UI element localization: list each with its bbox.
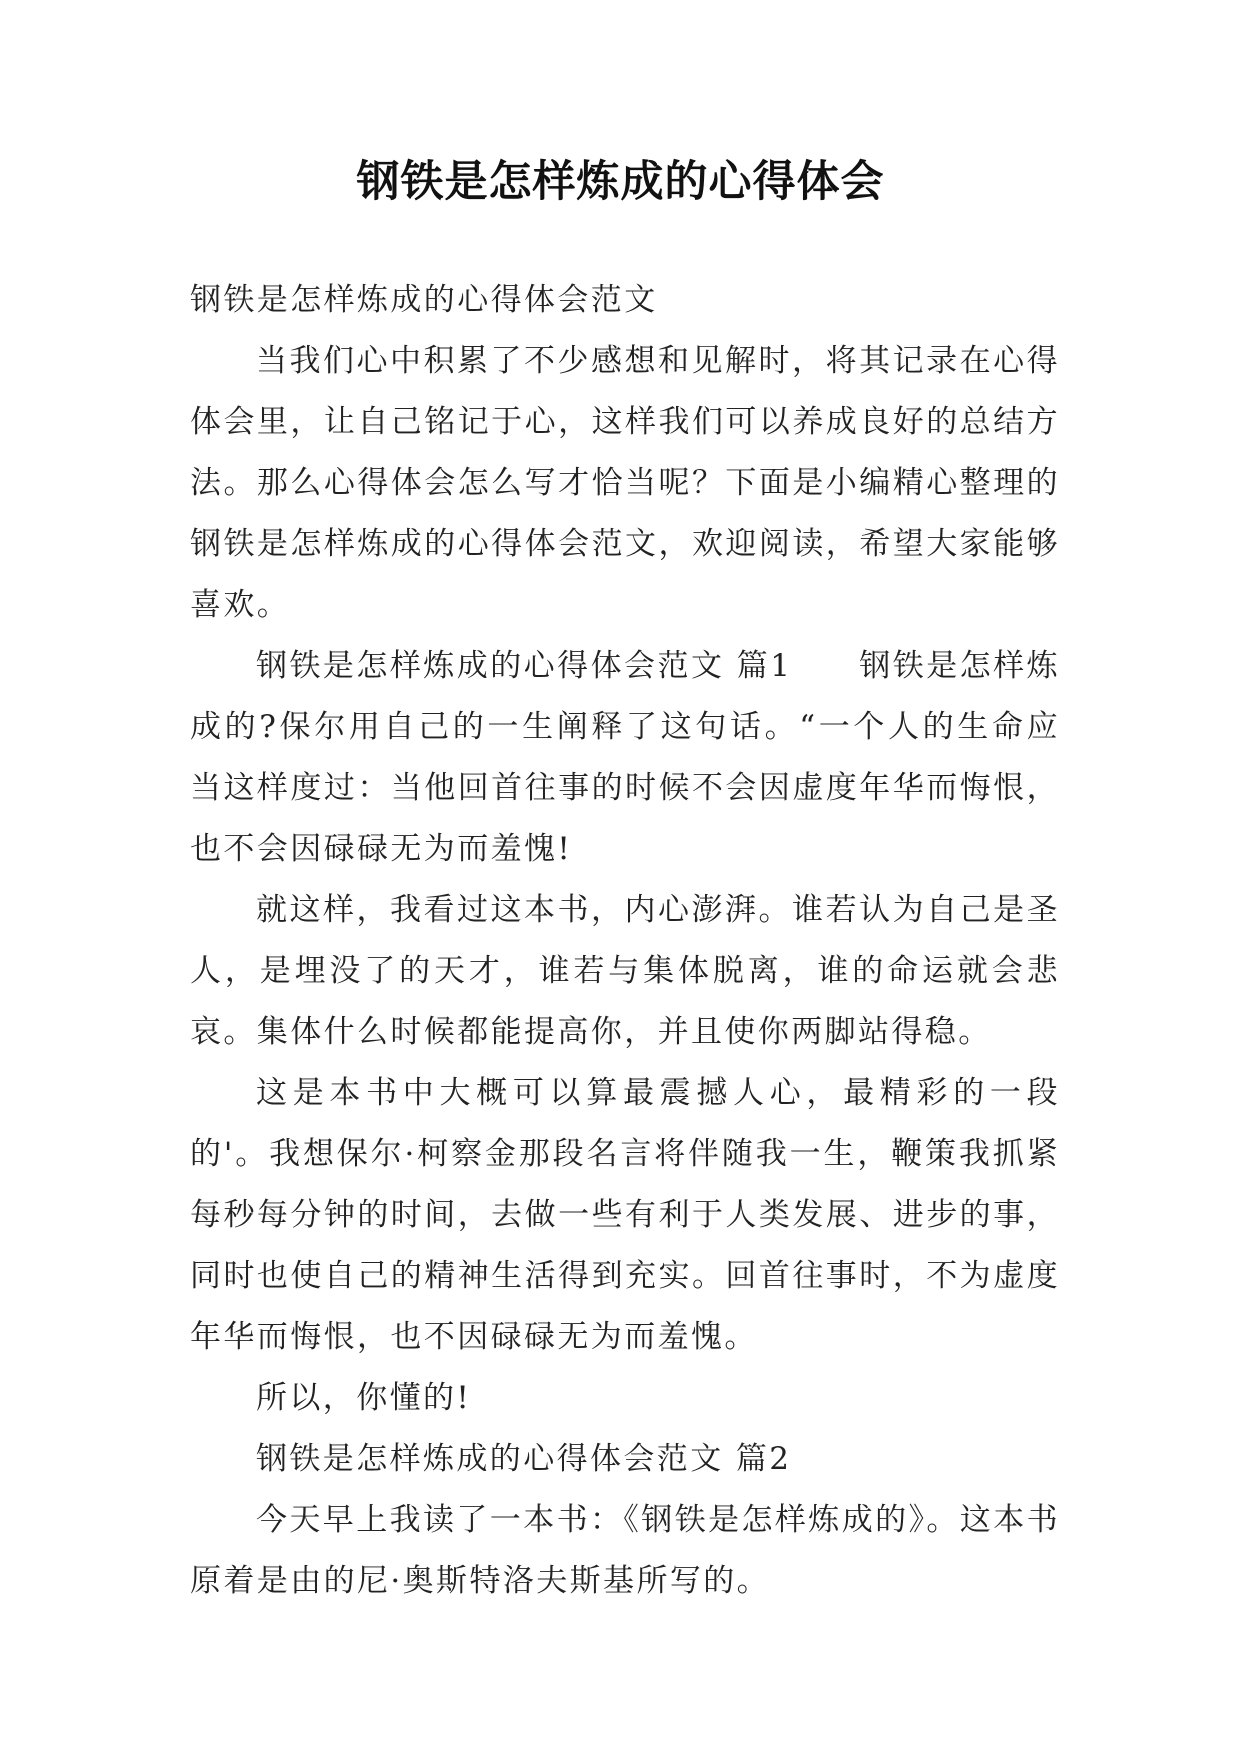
intro-paragraph: 当我们心中积累了不少感想和见解时，将其记录在心得体会里，让自己铭记于心，这样我们可以养成良好的总结方法。那么心得体会怎么写才恰当呢？下面是小编精心整理的钢铁是怎样炼成的心得体会范文，欢迎阅读，希望大家能够喜欢。 <box>190 343 1060 623</box>
document-body <box>190 270 1060 1612</box>
essay2-paragraph-1: 今天早上我读了一本书：《钢铁是怎样炼成的》。这本书原着是由的尼·奥斯特洛夫斯基所写的。 <box>190 1502 1060 1599</box>
subtitle-paragraph: 钢铁是怎样炼成的心得体会范文 <box>190 282 658 318</box>
document-title: 钢铁是怎样炼成的心得体会 <box>356 157 885 207</box>
essay1-paragraph-3: 这是本书中大概可以算最震撼人心，最精彩的一段的'。我想保尔·柯察金那段名言将伴随我一生，鞭策我抓紧每秒每分钟的时间，去做一些有利于人类发展、进步的事，同时也使自己的精神生活得到充实。回首往事时，不为虚度年华而悔恨，也不因碌碌无为而羞愧。 <box>190 1075 1060 1355</box>
essay2-heading: 钢铁是怎样炼成的心得体会范文 篇2 <box>256 1441 792 1477</box>
essay1-paragraph-1: 钢铁是怎样炼成的心得体会范文 篇1 钢铁是怎样炼成的?保尔用自己的一生阐释了这句话。“一个人的生命应当这样度过：当他回首往事的时候不会因虚度年华而悔恨，也不会因碌碌无为而羞愧! <box>190 648 1060 867</box>
essay1-paragraph-4: 所以，你懂的! <box>256 1380 472 1416</box>
essay1-paragraph-2: 就这样，我看过这本书，内心澎湃。谁若认为自己是圣人，是埋没了的天才，谁若与集体脱离，谁的命运就会悲哀。集体什么时候都能提高你，并且使你两脚站得稳。 <box>190 892 1060 1050</box>
